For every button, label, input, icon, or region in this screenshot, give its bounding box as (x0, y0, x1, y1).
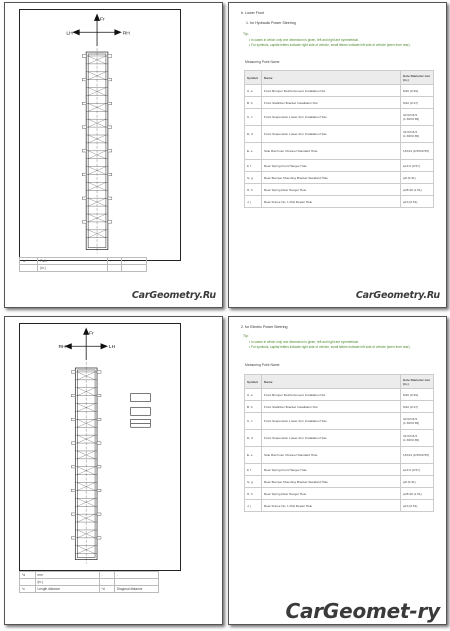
table-cell: A, a (245, 389, 262, 401)
table-cell: Rear Bumper Mounting Bracket Standard Hole (262, 476, 401, 488)
table-cell: 34.5X16.5 (1.36X0.65) (401, 126, 434, 143)
measuring-point-label: Measuring Point Name (245, 60, 280, 64)
column-header: Symbol (245, 71, 262, 85)
table-cell: F, f (245, 464, 262, 476)
arrow-up-label: Fr (100, 17, 105, 23)
table-body (245, 389, 434, 512)
table-cell: Front Stabilizer Bracket Installation Nut (262, 401, 401, 413)
tip-label: Tip: (243, 334, 249, 338)
table-header-row (245, 375, 434, 389)
legend-cell (115, 579, 159, 586)
frame-diagram-svg (20, 10, 180, 260)
table-cell: Front Suspension Lower Arm Installation Hole (262, 413, 401, 430)
legend-cell: *a (20, 258, 38, 265)
table-cell: 15X14 (0.59X0.55) (401, 143, 434, 160)
legend-table (19, 571, 159, 593)
table-cell: φ14.6 (0.57) (401, 464, 434, 476)
table-row (245, 97, 434, 109)
measuring-point-table (244, 70, 434, 208)
table-cell: Front Stabilizer Bracket Installation Nut (262, 97, 401, 109)
tip-item: • For symbols, capital letters indicate right side of vehicle, small letters indicate left side of vehicle (seen from rear). (249, 344, 411, 349)
table-cell: M12 (0.47) (401, 401, 434, 413)
table-cell: Front Bumper Reinforcement Installation Nut (262, 389, 401, 401)
legend-row (20, 572, 159, 579)
table-cell: 34.5X16.5 (1.36X0.65) (401, 413, 434, 430)
table-cell: 15X14 (0.59X0.55) (401, 447, 434, 464)
legend-cell: - (122, 258, 147, 265)
frame-diagram-figure (19, 323, 181, 571)
table-cell: φ13 (0.51) (401, 500, 434, 512)
tip-list (249, 340, 429, 349)
legend-cell: Length distance (35, 586, 99, 593)
frame-diagram-svg (20, 324, 180, 570)
table-cell: B, b (245, 97, 262, 109)
legend-cell (99, 579, 115, 586)
table-cell: G, g (245, 172, 262, 184)
table-cell: Rear Frame No. 1 Roll Repair Hole (262, 196, 401, 208)
table-cell: E, e (245, 447, 262, 464)
legend-cell (108, 265, 122, 272)
measuring-point-table (244, 374, 434, 512)
table-row (245, 413, 434, 430)
table-cell: M12 (0.47) (401, 97, 434, 109)
watermark-small: CarGeometry.Ru (355, 290, 440, 301)
table-cell: C, c (245, 413, 262, 430)
subsection-title: 1. for Hydraulic Power Steering (246, 21, 296, 25)
column-header: Symbol (245, 375, 262, 389)
legend-cell: Diagonal distance (115, 586, 159, 593)
tip-list (249, 38, 429, 47)
table-cell: Rear Bumper Mounting Bracket Standard Hole (262, 172, 401, 184)
legend-cell: mm (35, 572, 99, 579)
legend-row (20, 265, 147, 272)
table-cell: M10 (0.39) (401, 389, 434, 401)
page-upper-table (228, 2, 447, 308)
table-cell: B, b (245, 401, 262, 413)
page-upper-diagram (4, 2, 223, 308)
table-cell: E, e (245, 143, 262, 160)
table-row (245, 476, 434, 488)
legend-row (20, 579, 159, 586)
arrow-right-label: LH (108, 345, 116, 351)
table-cell: φ14.6 (0.57) (401, 160, 434, 172)
legend-cell: *c (20, 586, 36, 593)
table-row (245, 143, 434, 160)
table-cell: φ13 (0.51) (401, 196, 434, 208)
table-cell: Side Rail Inner Channel Standard Hole (262, 447, 401, 464)
table-row (245, 184, 434, 196)
watermark-small: CarGeometry.Ru (131, 290, 216, 301)
legend-cell: (in.) (35, 579, 99, 586)
table-cell: G, g (245, 476, 262, 488)
column-header: Hole Diameter mm (in.) (401, 71, 434, 85)
frame-diagram-figure (19, 9, 181, 261)
legend-cell: *d (99, 586, 115, 593)
table-cell: Rear Frame No. 1 Roll Repair Hole (262, 500, 401, 512)
table-row (245, 172, 434, 184)
watermark-large: CarGeomet-ry (285, 599, 440, 623)
measuring-point-label: Measuring Point Name (245, 363, 280, 367)
arrow-up-label: Fr (89, 331, 94, 337)
legend-row (20, 258, 147, 265)
table-row (245, 389, 434, 401)
legend-cell (20, 579, 36, 586)
table-cell: Front Bumper Reinforcement Installation Nut (262, 85, 401, 97)
table-cell: φ8 (0.31) (401, 476, 434, 488)
table-row (245, 500, 434, 512)
table-cell: A, a (245, 85, 262, 97)
legend-cell: *a (20, 572, 36, 579)
table-cell: φ8 (0.31) (401, 172, 434, 184)
legend-cell: Path (38, 258, 108, 265)
legend-table (19, 257, 147, 272)
column-header: Name (262, 375, 401, 389)
page-lower-table (228, 316, 447, 625)
legend-cell (122, 265, 147, 272)
table-cell: Rear Spring Rear Hanger Hole (262, 488, 401, 500)
table-cell: 34.5X16.5 (1.36X0.65) (401, 109, 434, 126)
column-header: Hole Diameter mm (in.) (401, 375, 434, 389)
tip-item: • In cases in which only one dimension is given, left and right are symmetrical. (249, 38, 359, 42)
section-title: b. Lower Front (241, 11, 265, 15)
table-row (245, 430, 434, 447)
table-cell: φ38.30 (1.51) (401, 488, 434, 500)
tip-label: Tip: (243, 32, 249, 36)
arrow-left-label: RH (58, 345, 66, 351)
arrow-right-label: RH (122, 31, 130, 37)
table-cell: F, f (245, 160, 262, 172)
table-cell: Front Suspension Lower Arm Installation Hole (262, 109, 401, 126)
page-lower-diagram (4, 316, 223, 625)
table-body (245, 85, 434, 208)
section-title: 2. for Electric Power Steering (241, 325, 288, 329)
legend-cell (20, 265, 38, 272)
table-cell: Front Suspension Lower Arm Installation Hole (262, 126, 401, 143)
table-cell: 34.5X16.5 (1.36X0.65) (401, 430, 434, 447)
tip-item: • For symbols, capital letters indicate right side of vehicle, small letters indicate left side of vehicle (seen from rear). (249, 42, 411, 47)
table-cell: Rear Spring Front Hanger Hole (262, 464, 401, 476)
table-row (245, 126, 434, 143)
table-cell: D, d (245, 430, 262, 447)
table-cell: H, h (245, 488, 262, 500)
table-cell: Front Suspension Lower Arm Installation Hole (262, 430, 401, 447)
table-row (245, 401, 434, 413)
dimension-key-boxes (131, 394, 151, 428)
table-cell: D, d (245, 126, 262, 143)
table-row (245, 447, 434, 464)
legend-cell: (in.) (38, 265, 108, 272)
column-header: Name (262, 71, 401, 85)
table-row (245, 464, 434, 476)
arrow-left-label: LH (66, 31, 73, 37)
table-cell: Side Rail Inner Channel Standard Hole (262, 143, 401, 160)
table-cell: J, j (245, 196, 262, 208)
table-cell: C, c (245, 109, 262, 126)
legend-cell: - (115, 572, 159, 579)
table-cell: Rear Spring Front Hanger Hole (262, 160, 401, 172)
legend-row (20, 586, 159, 593)
table-row (245, 109, 434, 126)
legend-cell: - (108, 258, 122, 265)
table-cell: H, h (245, 184, 262, 196)
table-row (245, 85, 434, 97)
chassis-frame-drawing (71, 368, 101, 560)
tip-item: • In cases in which only one dimension is given, left and right are symmetrical. (249, 340, 359, 344)
table-cell: Rear Spring Rear Hanger Hole (262, 184, 401, 196)
table-cell: φ38.30 (1.51) (401, 184, 434, 196)
table-row (245, 196, 434, 208)
table-row (245, 488, 434, 500)
table-header-row (245, 71, 434, 85)
legend-cell: - (99, 572, 115, 579)
table-cell: J, j (245, 500, 262, 512)
table-row (245, 160, 434, 172)
table-cell: M10 (0.39) (401, 85, 434, 97)
